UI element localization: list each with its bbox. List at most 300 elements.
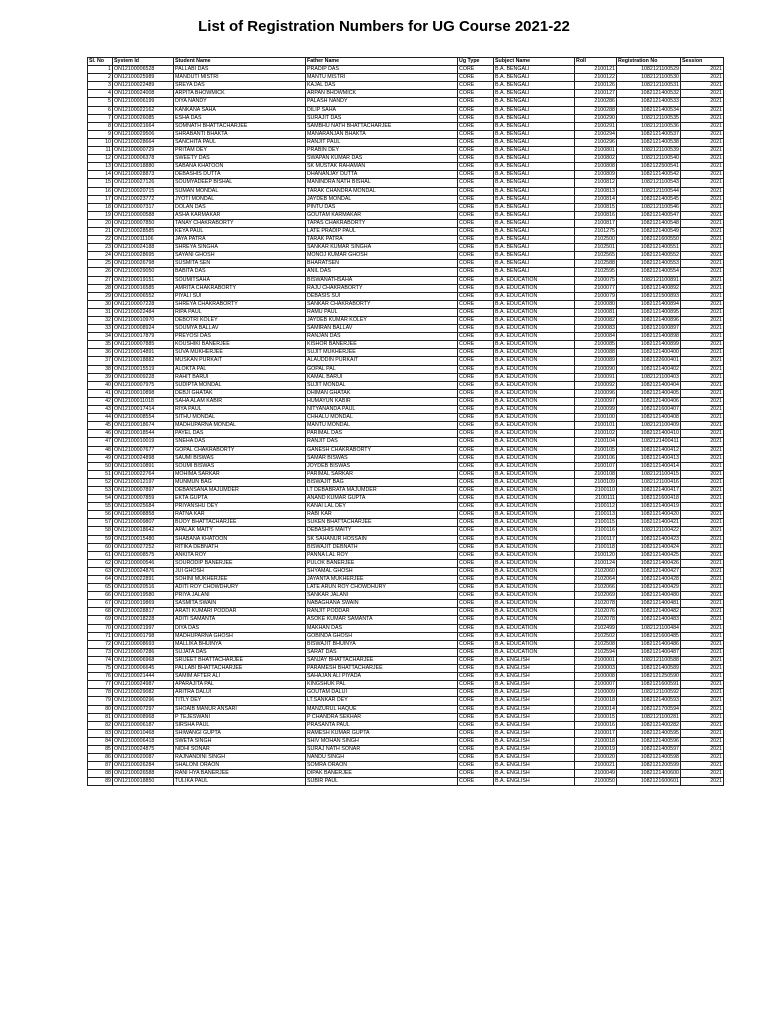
registration-no-cell: 1082121100422 — [617, 527, 681, 535]
subject-name-cell: B.A. BENGALI — [494, 106, 575, 114]
registration-table — [87, 57, 724, 786]
registration-no-cell: 1082121600591 — [617, 681, 681, 689]
table-row — [88, 551, 724, 559]
ug-type-cell: CORE — [458, 260, 494, 268]
registration-no-cell: 1082121400533 — [617, 98, 681, 106]
system-id-cell: ON12100026284 — [113, 762, 174, 770]
sl-no-cell: 67 — [88, 600, 113, 608]
table-row — [88, 422, 724, 430]
father-name-cell: PULOK BANERJEE — [306, 559, 458, 567]
ug-type-cell: CORE — [458, 155, 494, 163]
ug-type-cell: CORE — [458, 567, 494, 575]
ug-type-cell: CORE — [458, 486, 494, 494]
system-id-cell: ON12100007677 — [113, 446, 174, 454]
subject-name-cell: B.A. ENGLISH — [494, 697, 575, 705]
system-id-cell: ON12100007975 — [113, 381, 174, 389]
ug-type-cell: CORE — [458, 414, 494, 422]
father-name-cell: SUKEN BHATTACHARJEE — [306, 519, 458, 527]
student-name-cell: PALLABI DAS — [174, 66, 306, 74]
registration-no-cell: 1082121400600 — [617, 770, 681, 778]
ug-type-cell: CORE — [458, 406, 494, 414]
system-id-cell: ON12100007885 — [113, 341, 174, 349]
ug-type-cell: CORE — [458, 373, 494, 381]
registration-no-cell: 1082121400549 — [617, 227, 681, 235]
table-row — [88, 155, 724, 163]
system-id-cell: ON12100018544 — [113, 430, 174, 438]
ug-type-cell: CORE — [458, 713, 494, 721]
roll-cell: 2100097 — [575, 397, 617, 405]
system-id-cell: ON12100007317 — [113, 203, 174, 211]
header-ug-type: Ug Type — [458, 58, 494, 66]
header-subject-name: Subject Name — [494, 58, 575, 66]
table-row — [88, 535, 724, 543]
table-row — [88, 122, 724, 130]
registration-no-cell: 1082121100539 — [617, 147, 681, 155]
subject-name-cell: B.A. BENGALI — [494, 219, 575, 227]
table-row — [88, 721, 724, 729]
sl-no-cell: 86 — [88, 754, 113, 762]
system-id-cell: ON12100018642 — [113, 527, 174, 535]
registration-no-cell: 1082121100529 — [617, 66, 681, 74]
roll-cell: 2102076 — [575, 608, 617, 616]
registration-no-cell: 1082121400899 — [617, 341, 681, 349]
ug-type-cell: CORE — [458, 592, 494, 600]
ug-type-cell: CORE — [458, 689, 494, 697]
table-body — [88, 66, 724, 786]
header-session: Session — [681, 58, 724, 66]
roll-cell: 2100007 — [575, 681, 617, 689]
registration-no-cell: 1082121400598 — [617, 754, 681, 762]
father-name-cell: KAMAL BARUI — [306, 373, 458, 381]
sl-no-cell: 87 — [88, 762, 113, 770]
subject-name-cell: B.A. EDUCATION — [494, 470, 575, 478]
subject-name-cell: B.A. EDUCATION — [494, 284, 575, 292]
ug-type-cell: CORE — [458, 333, 494, 341]
sl-no-cell: 70 — [88, 624, 113, 632]
registration-no-cell: 1082121400429 — [617, 584, 681, 592]
student-name-cell: PRIYANSHU DEY — [174, 503, 306, 511]
registration-no-cell: 1082121500893 — [617, 292, 681, 300]
student-name-cell: TANAY CHAKRABORTY — [174, 219, 306, 227]
system-id-cell: ON12100017414 — [113, 406, 174, 414]
roll-cell: 2100126 — [575, 82, 617, 90]
table-row — [88, 745, 724, 753]
student-name-cell: RAHIT BARUI — [174, 373, 306, 381]
sl-no-cell: 11 — [88, 147, 113, 155]
father-name-cell: MANARANJAN BHAKTA — [306, 130, 458, 138]
table-row — [88, 632, 724, 640]
father-name-cell: ANAND KUMAR GUPTA — [306, 495, 458, 503]
registration-no-cell: 1082121400414 — [617, 462, 681, 470]
student-name-cell: SUVA MUKHERJEE — [174, 349, 306, 357]
subject-name-cell: B.A. ENGLISH — [494, 745, 575, 753]
roll-cell: 2100286 — [575, 98, 617, 106]
sl-no-cell: 18 — [88, 203, 113, 211]
system-id-cell: ON12100008924 — [113, 325, 174, 333]
student-name-cell: PALLABI BHATTACHARJEE — [174, 665, 306, 673]
system-id-cell: ON12100010891 — [113, 462, 174, 470]
session-cell: 2021 — [681, 90, 724, 98]
student-name-cell: PRITAM DEY — [174, 147, 306, 155]
roll-cell: 2100813 — [575, 187, 617, 195]
session-cell: 2021 — [681, 592, 724, 600]
session-cell: 2021 — [681, 333, 724, 341]
subject-name-cell: B.A. EDUCATION — [494, 576, 575, 584]
subject-name-cell: B.A. EDUCATION — [494, 308, 575, 316]
registration-no-cell: 1082121400534 — [617, 106, 681, 114]
father-name-cell: DEBASHIS MAITY — [306, 527, 458, 535]
ug-type-cell: CORE — [458, 511, 494, 519]
ug-type-cell: CORE — [458, 503, 494, 511]
roll-cell: 2100808 — [575, 163, 617, 171]
roll-cell: 2100050 — [575, 778, 617, 786]
system-id-cell: ON12100011018 — [113, 397, 174, 405]
ug-type-cell: CORE — [458, 624, 494, 632]
system-id-cell: ON12100026085 — [113, 114, 174, 122]
registration-no-cell: 1082121400417 — [617, 486, 681, 494]
ug-type-cell: CORE — [458, 325, 494, 333]
table-row — [88, 592, 724, 600]
session-cell: 2021 — [681, 503, 724, 511]
student-name-cell: DEBOTRI KOLEY — [174, 317, 306, 325]
father-name-cell: SWAPAN KUMAR DAS — [306, 155, 458, 163]
system-id-cell: ON12100018880 — [113, 163, 174, 171]
system-id-cell: ON12100008554 — [113, 414, 174, 422]
student-name-cell: JAYA PATRA — [174, 236, 306, 244]
ug-type-cell: CORE — [458, 90, 494, 98]
registration-no-cell: 1082121400895 — [617, 308, 681, 316]
roll-cell: 2102588 — [575, 260, 617, 268]
student-name-cell: SOURODIP BANERJEE — [174, 559, 306, 567]
registration-no-cell: 1082121100531 — [617, 82, 681, 90]
session-cell: 2021 — [681, 66, 724, 74]
sl-no-cell: 17 — [88, 195, 113, 203]
ug-type-cell: CORE — [458, 138, 494, 146]
session-cell: 2021 — [681, 535, 724, 543]
system-id-cell: ON12100028873 — [113, 171, 174, 179]
roll-cell: 2100085 — [575, 341, 617, 349]
roll-cell: 2100118 — [575, 543, 617, 551]
system-id-cell: ON12100026588 — [113, 770, 174, 778]
ug-type-cell: CORE — [458, 462, 494, 470]
sl-no-cell: 81 — [88, 713, 113, 721]
system-id-cell: ON12100019869 — [113, 600, 174, 608]
sl-no-cell: 16 — [88, 187, 113, 195]
system-id-cell: ON12100027126 — [113, 179, 174, 187]
ug-type-cell: CORE — [458, 543, 494, 551]
father-name-cell: SANJAY BHATTACHARJEE — [306, 656, 458, 664]
registration-no-cell: 1082122600401 — [617, 357, 681, 365]
system-id-cell: ON12100025684 — [113, 503, 174, 511]
father-name-cell: DHIMAN GHATAK — [306, 389, 458, 397]
subject-name-cell: B.A. BENGALI — [494, 195, 575, 203]
session-cell: 2021 — [681, 381, 724, 389]
table-row — [88, 430, 724, 438]
student-name-cell: SAMIM AFTER ALI — [174, 673, 306, 681]
session-cell: 2021 — [681, 268, 724, 276]
father-name-cell: SUJIT MONDAL — [306, 381, 458, 389]
table-row — [88, 446, 724, 454]
subject-name-cell: B.A. EDUCATION — [494, 608, 575, 616]
table-row — [88, 179, 724, 187]
student-name-cell: MUSKAN PURKAIT — [174, 357, 306, 365]
father-name-cell: MANINDRA NATH BISHAL — [306, 179, 458, 187]
session-cell: 2021 — [681, 576, 724, 584]
system-id-cell: ON12100006645 — [113, 665, 174, 673]
ug-type-cell: CORE — [458, 721, 494, 729]
student-name-cell: PREYOSI DAS — [174, 333, 306, 341]
student-name-cell: JYOTI MONDAL — [174, 195, 306, 203]
father-name-cell: MANTU MONDAL — [306, 422, 458, 430]
system-id-cell: ON12100026798 — [113, 260, 174, 268]
roll-cell: 2100111 — [575, 495, 617, 503]
session-cell: 2021 — [681, 130, 724, 138]
table-row — [88, 478, 724, 486]
system-id-cell: ON12100020087 — [113, 754, 174, 762]
system-id-cell: ON12100006199 — [113, 98, 174, 106]
ug-type-cell: CORE — [458, 762, 494, 770]
table-row — [88, 236, 724, 244]
system-id-cell: ON12100017879 — [113, 333, 174, 341]
father-name-cell: BISWAJIT DEBNATH — [306, 543, 458, 551]
table-row — [88, 147, 724, 155]
table-row — [88, 357, 724, 365]
father-name-cell: PARAMESH BHATTACHARJEE — [306, 665, 458, 673]
table-row — [88, 454, 724, 462]
ug-type-cell: CORE — [458, 632, 494, 640]
ug-type-cell: CORE — [458, 268, 494, 276]
father-name-cell: LT DEBABRATA MAJUMDER — [306, 486, 458, 494]
table-row — [88, 778, 724, 786]
father-name-cell: DILIP SAHA — [306, 106, 458, 114]
registration-no-cell: 1082121400412 — [617, 446, 681, 454]
registration-no-cell: 1082121100281 — [617, 713, 681, 721]
student-name-cell: DIYA DAS — [174, 624, 306, 632]
session-cell: 2021 — [681, 689, 724, 697]
roll-cell: 2100015 — [575, 713, 617, 721]
sl-no-cell: 42 — [88, 397, 113, 405]
registration-no-cell: 1082121600897 — [617, 325, 681, 333]
ug-type-cell: CORE — [458, 195, 494, 203]
roll-cell: 2100083 — [575, 325, 617, 333]
sl-no-cell: 47 — [88, 438, 113, 446]
ug-type-cell: CORE — [458, 171, 494, 179]
subject-name-cell: B.A. ENGLISH — [494, 673, 575, 681]
student-name-cell: ADITI ROY CHOWDHURY — [174, 584, 306, 592]
roll-cell: 2100110 — [575, 486, 617, 494]
student-name-cell: EKTA GUPTA — [174, 495, 306, 503]
sl-no-cell: 6 — [88, 106, 113, 114]
father-name-cell: GOUTAM DALUI — [306, 689, 458, 697]
roll-cell: 2102508 — [575, 640, 617, 648]
father-name-cell: MAKHAN DAS — [306, 624, 458, 632]
roll-cell: 2100117 — [575, 535, 617, 543]
student-name-cell: ARITRA DALUI — [174, 689, 306, 697]
ug-type-cell: CORE — [458, 122, 494, 130]
father-name-cell: MONOJ KUMAR GHOSH — [306, 252, 458, 260]
sl-no-cell: 7 — [88, 114, 113, 122]
session-cell: 2021 — [681, 697, 724, 705]
subject-name-cell: B.A. EDUCATION — [494, 454, 575, 462]
table-row — [88, 584, 724, 592]
subject-name-cell: B.A. ENGLISH — [494, 754, 575, 762]
roll-cell: 2102078 — [575, 600, 617, 608]
roll-cell: 2100091 — [575, 373, 617, 381]
father-name-cell: SAMIRAN BALLAV — [306, 325, 458, 333]
roll-cell: 2102502 — [575, 632, 617, 640]
system-id-cell: ON12100008693 — [113, 640, 174, 648]
sl-no-cell: 4 — [88, 90, 113, 98]
subject-name-cell: B.A. ENGLISH — [494, 778, 575, 786]
father-name-cell: JAYANTA MUKHERJEE — [306, 576, 458, 584]
subject-name-cell: B.A. BENGALI — [494, 114, 575, 122]
roll-cell: 2100290 — [575, 114, 617, 122]
sl-no-cell: 64 — [88, 576, 113, 584]
roll-cell: 2100100 — [575, 414, 617, 422]
registration-no-cell: 1082121400551 — [617, 244, 681, 252]
sl-no-cell: 45 — [88, 422, 113, 430]
registration-no-cell: 1082121400427 — [617, 567, 681, 575]
sl-no-cell: 69 — [88, 616, 113, 624]
roll-cell: 2100008 — [575, 673, 617, 681]
roll-cell: 2100088 — [575, 349, 617, 357]
roll-cell: 2100009 — [575, 689, 617, 697]
system-id-cell: ON12100007897 — [113, 486, 174, 494]
roll-cell: 2101275 — [575, 227, 617, 235]
table-row — [88, 333, 724, 341]
roll-cell: 2100090 — [575, 365, 617, 373]
sl-no-cell: 40 — [88, 381, 113, 389]
registration-no-cell: 1082121400406 — [617, 397, 681, 405]
subject-name-cell: B.A. BENGALI — [494, 268, 575, 276]
roll-cell: 2100816 — [575, 211, 617, 219]
sl-no-cell: 26 — [88, 268, 113, 276]
session-cell: 2021 — [681, 74, 724, 82]
table-row — [88, 227, 724, 235]
ug-type-cell: CORE — [458, 729, 494, 737]
ug-type-cell: CORE — [458, 527, 494, 535]
registration-no-cell: 1082121400480 — [617, 592, 681, 600]
registration-no-cell: 1082121400547 — [617, 211, 681, 219]
sl-no-cell: 44 — [88, 414, 113, 422]
system-id-cell: ON12100024188 — [113, 244, 174, 252]
subject-name-cell: B.A. EDUCATION — [494, 478, 575, 486]
subject-name-cell: B.A. ENGLISH — [494, 729, 575, 737]
system-id-cell: ON12100018850 — [113, 778, 174, 786]
table-row — [88, 770, 724, 778]
header-student-name: Student Name — [174, 58, 306, 66]
table-row — [88, 276, 724, 284]
student-name-cell: DEBASHIS DUTTA — [174, 171, 306, 179]
sl-no-cell: 1 — [88, 66, 113, 74]
system-id-cell: ON12100006378 — [113, 155, 174, 163]
subject-name-cell: B.A. EDUCATION — [494, 438, 575, 446]
subject-name-cell: B.A. EDUCATION — [494, 486, 575, 494]
sl-no-cell: 54 — [88, 495, 113, 503]
father-name-cell: TAPAS CHAKRABORTY — [306, 219, 458, 227]
session-cell: 2021 — [681, 260, 724, 268]
ug-type-cell: CORE — [458, 308, 494, 316]
student-name-cell: MANDUTI MISTRI — [174, 74, 306, 82]
table-row — [88, 713, 724, 721]
table-row — [88, 163, 724, 171]
roll-cell: 2100096 — [575, 389, 617, 397]
ug-type-cell: CORE — [458, 576, 494, 584]
student-name-cell: SOHINI MUKHERJEE — [174, 576, 306, 584]
sl-no-cell: 75 — [88, 665, 113, 673]
registration-no-cell: 1082122500541 — [617, 163, 681, 171]
father-name-cell: NITYANANDA PAUL — [306, 406, 458, 414]
subject-name-cell: B.A. EDUCATION — [494, 349, 575, 357]
father-name-cell: SUJIT MUKHERJEE — [306, 349, 458, 357]
student-name-cell: SOMNATH BHATTACHARJEE — [174, 122, 306, 130]
student-name-cell: SOUMITSAHA — [174, 276, 306, 284]
registration-no-cell: 1082121100891 — [617, 276, 681, 284]
table-row — [88, 624, 724, 632]
session-cell: 2021 — [681, 438, 724, 446]
roll-cell: 2100124 — [575, 559, 617, 567]
session-cell: 2021 — [681, 762, 724, 770]
father-name-cell: SANKAR KUMAR SINGHA — [306, 244, 458, 252]
father-name-cell: DEBASIS SUI — [306, 292, 458, 300]
session-cell: 2021 — [681, 608, 724, 616]
student-name-cell: BABITA DAS — [174, 268, 306, 276]
father-name-cell: NANDU SINGH — [306, 754, 458, 762]
student-name-cell: SAUMI BISWAS — [174, 454, 306, 462]
sl-no-cell: 21 — [88, 227, 113, 235]
father-name-cell: SOMRA ORAON — [306, 762, 458, 770]
subject-name-cell: B.A. EDUCATION — [494, 551, 575, 559]
header-system-id: System Id — [113, 58, 174, 66]
sl-no-cell: 76 — [88, 673, 113, 681]
father-name-cell: JAYDEB KUMAR KOLEY — [306, 317, 458, 325]
table-row — [88, 762, 724, 770]
student-name-cell: JUI GHOSH — [174, 567, 306, 575]
roll-cell: 2100017 — [575, 729, 617, 737]
table-row — [88, 317, 724, 325]
subject-name-cell: B.A. EDUCATION — [494, 648, 575, 656]
registration-no-cell: 1082121400589 — [617, 665, 681, 673]
sl-no-cell: 12 — [88, 155, 113, 163]
roll-cell: 2102078 — [575, 616, 617, 624]
father-name-cell: PRABIN DEY — [306, 147, 458, 155]
sl-no-cell: 29 — [88, 292, 113, 300]
sl-no-cell: 88 — [88, 770, 113, 778]
roll-cell: 2102066 — [575, 584, 617, 592]
sl-no-cell: 83 — [88, 729, 113, 737]
roll-cell: 2100018 — [575, 737, 617, 745]
student-name-cell: DOLAN DAS — [174, 203, 306, 211]
ug-type-cell: CORE — [458, 535, 494, 543]
ug-type-cell: CORE — [458, 130, 494, 138]
roll-cell: 2100113 — [575, 511, 617, 519]
subject-name-cell: B.A. ENGLISH — [494, 713, 575, 721]
system-id-cell: ON12100008968 — [113, 713, 174, 721]
subject-name-cell: B.A. EDUCATION — [494, 397, 575, 405]
sl-no-cell: 41 — [88, 389, 113, 397]
subject-name-cell: B.A. EDUCATION — [494, 462, 575, 470]
ug-type-cell: CORE — [458, 389, 494, 397]
table-row — [88, 219, 724, 227]
table-row — [88, 82, 724, 90]
system-id-cell: ON12100027252 — [113, 543, 174, 551]
ug-type-cell: CORE — [458, 697, 494, 705]
roll-cell: 2100109 — [575, 478, 617, 486]
registration-no-cell: 1082121400548 — [617, 219, 681, 227]
roll-cell: 2100288 — [575, 106, 617, 114]
subject-name-cell: B.A. EDUCATION — [494, 341, 575, 349]
subject-name-cell: B.A. BENGALI — [494, 74, 575, 82]
